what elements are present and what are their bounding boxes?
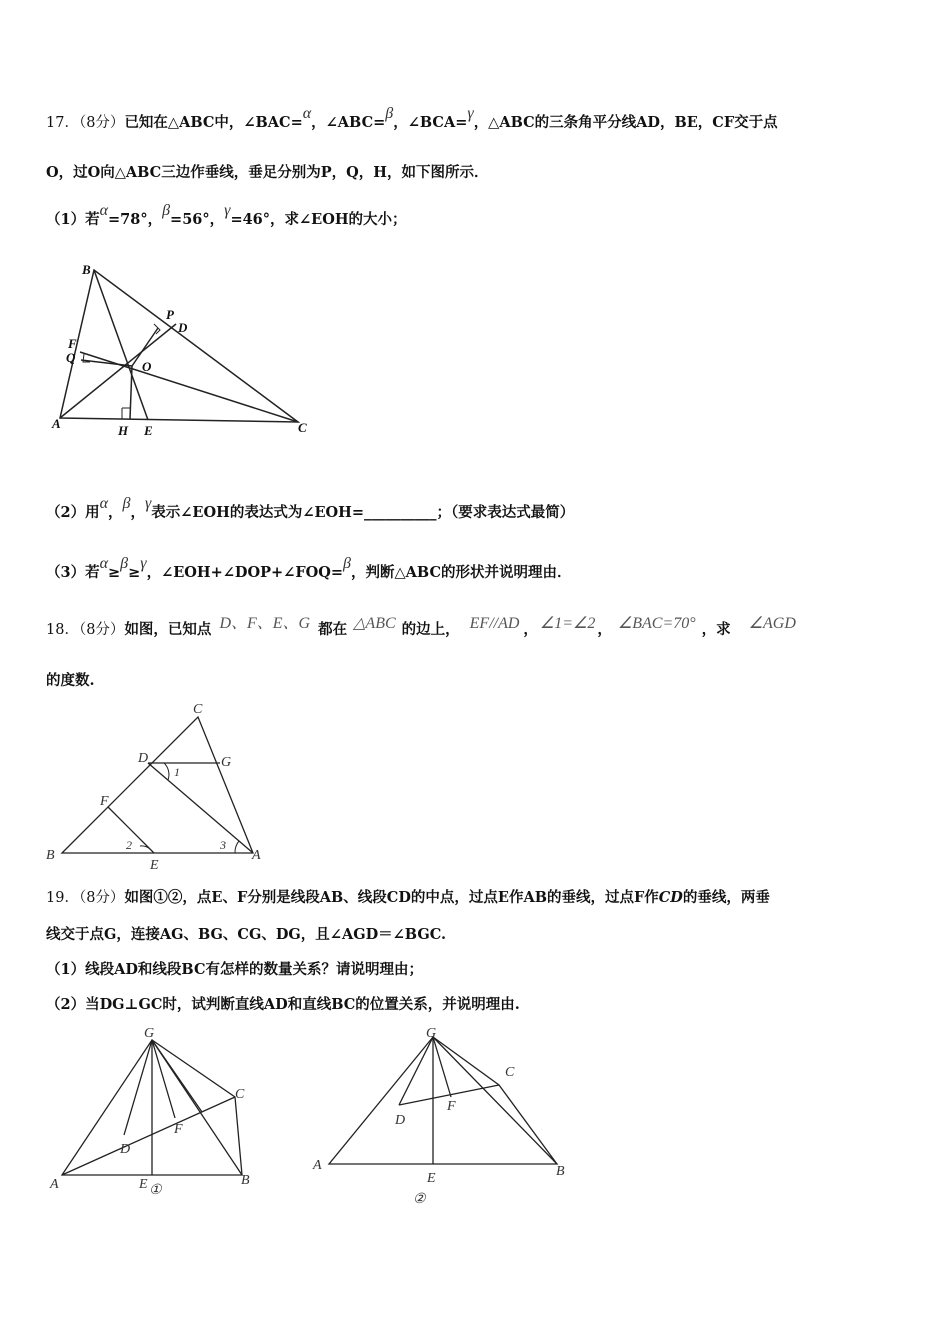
q17-part2: （2）用α，β，γ表示∠EOH的表达式为∠EOH=__________；（要求表达式最简） — [46, 495, 575, 521]
q17-figure — [48, 258, 328, 443]
label-3: 3 — [220, 838, 226, 852]
label-A: A — [52, 416, 61, 431]
q19-line1: 19．（8分）如图①②，点E、F分别是线段AB、线段CD的中点，过点E作AB的垂线，过点F作CD的垂线，两垂 — [46, 889, 770, 906]
label-2: 2 — [126, 838, 132, 852]
label-1: 1 — [174, 765, 180, 779]
label-D: D — [395, 1113, 406, 1128]
figure-1-marker: ① — [149, 1183, 162, 1198]
label-C: C — [505, 1065, 515, 1080]
q19-part1: （1）线段AD和线段BC有怎样的数量关系？请说明理由； — [46, 961, 423, 978]
label-E: E — [139, 1177, 148, 1192]
label-B: B — [46, 848, 55, 863]
label-G: G — [144, 1026, 155, 1041]
q19-number: 19．（8分） — [46, 890, 125, 906]
label-D: D — [138, 751, 149, 766]
q19-line2: 线交于点G，连接AG、BG、CG、DG，且∠AGD＝∠BGC. — [46, 926, 447, 943]
label-A: A — [50, 1177, 59, 1192]
q19-part2: （2）当DG⊥GC时，试判断直线AD和直线BC的位置关系，并说明理由. — [46, 996, 520, 1013]
label-B: B — [241, 1173, 250, 1188]
q17-number: 17．（8分） — [46, 115, 125, 131]
label-D: D — [178, 320, 188, 335]
figure-2-marker: ② — [413, 1192, 426, 1207]
label-F: F — [174, 1122, 183, 1137]
label-C: C — [298, 420, 307, 435]
q17-line1: 17．（8分）已知在△ABC中，∠BAC=α，∠ABC=β，∠BCA=γ，△ABC的三条角平分线AD，BE，CF交于点 — [46, 105, 778, 131]
label-F: F — [100, 794, 109, 809]
alpha-symbol: α — [302, 105, 312, 122]
label-E: E — [144, 423, 153, 438]
label-O: O — [142, 359, 152, 374]
label-B: B — [82, 262, 91, 277]
q18-number: 18．（8分） — [46, 622, 125, 638]
label-G: G — [426, 1026, 437, 1041]
label-A: A — [252, 848, 261, 863]
label-B: B — [556, 1164, 565, 1179]
beta-symbol: β — [385, 105, 394, 122]
q17-line2: O，过O向△ABC三边作垂线，垂足分别为P，Q，H，如下图所示． — [46, 164, 489, 181]
label-Q: Q — [66, 350, 76, 365]
q19-figure-2 — [305, 1025, 585, 1210]
label-A: A — [313, 1158, 322, 1173]
q17-part3: （3）若α≥β≥γ，∠EOH+∠DOP+∠FOQ=β，判断△ABC的形状并说明理由． — [46, 555, 572, 581]
gamma-symbol: γ — [467, 105, 474, 122]
label-F: F — [447, 1099, 456, 1114]
label-H: H — [118, 423, 129, 438]
q18-line2: 的度数. — [46, 672, 95, 689]
q18-line1: 18．（8分）如图，已知点 D、F、E、G 都在 △ABC 的边上， EF//AD ， ∠1=∠2 ， ∠BAC=70° ，求 ∠AGD — [46, 615, 796, 638]
label-E: E — [150, 858, 159, 873]
q18-figure — [40, 700, 280, 875]
label-D: D — [120, 1142, 131, 1157]
label-C: C — [193, 702, 203, 717]
q19-figure-1 — [42, 1025, 272, 1210]
q17-part1: （1）若α=78°，β=56°，γ=46°，求∠EOH的大小； — [46, 202, 407, 228]
label-G: G — [221, 755, 232, 770]
label-C: C — [235, 1087, 245, 1102]
label-E: E — [427, 1171, 436, 1186]
label-P: P — [166, 307, 174, 322]
label-F: F — [68, 336, 77, 351]
